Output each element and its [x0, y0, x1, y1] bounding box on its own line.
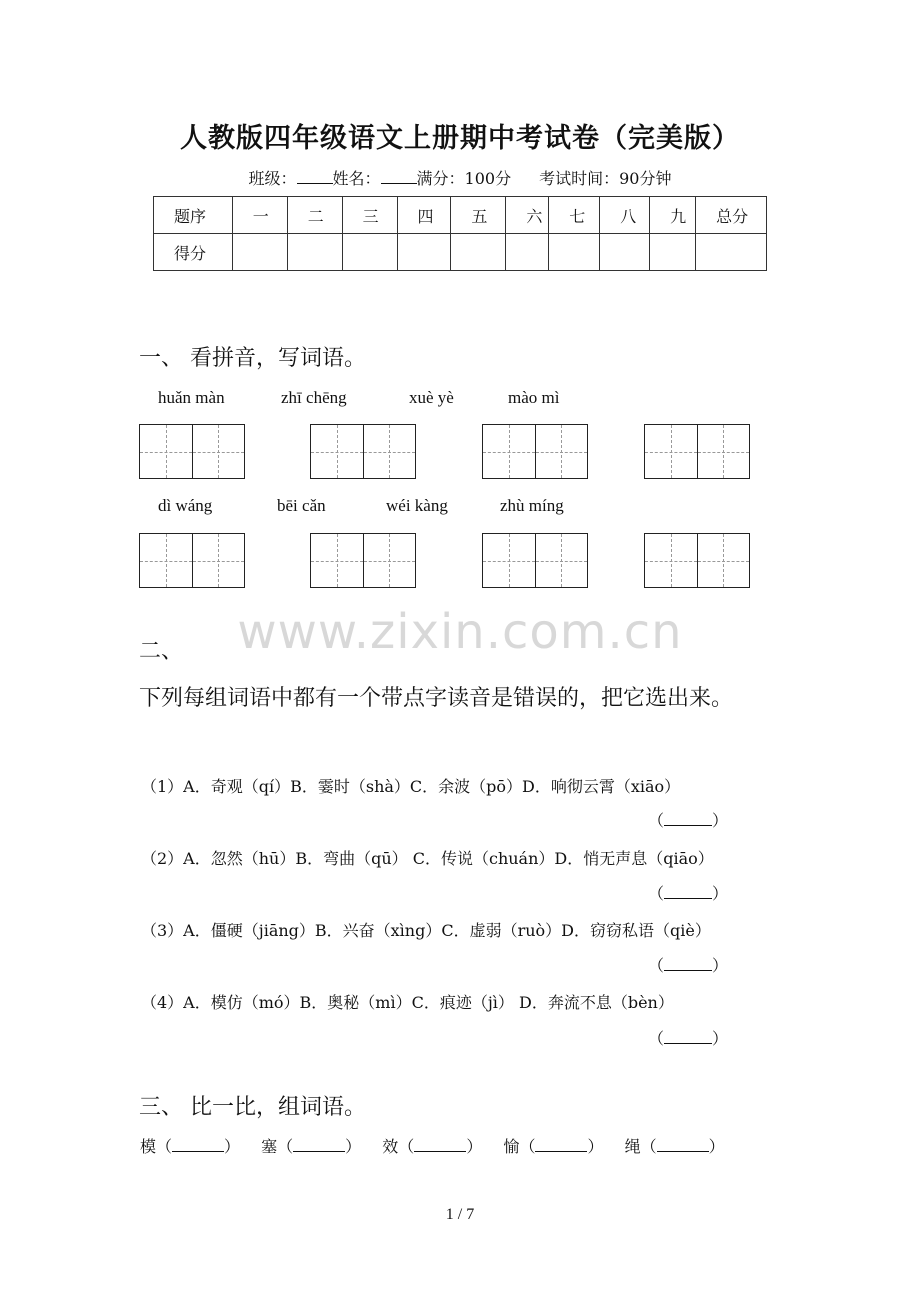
score-cell[interactable]	[342, 234, 397, 271]
score-header-cell: 四	[397, 197, 451, 234]
class-blank[interactable]	[297, 169, 333, 184]
score-cell[interactable]	[287, 234, 342, 271]
question-option-line: （2）A．忽然（hū）B．弯曲（qū） C．传说（chuán）D．悄无声息（qiāo）	[141, 849, 714, 868]
score-cell[interactable]	[232, 234, 287, 271]
writing-grid[interactable]	[139, 533, 245, 588]
score-cell[interactable]	[549, 234, 600, 271]
word-group-item[interactable]: 塞（ ）	[261, 1137, 362, 1156]
name-label: 姓名：	[332, 169, 381, 188]
exam-info	[0, 166, 920, 189]
score-cell[interactable]	[696, 234, 767, 271]
score-header-cell: 九	[650, 197, 696, 234]
class-label: 班级：	[248, 169, 297, 188]
pinyin-label: wéi kàng	[386, 496, 448, 515]
writing-grid[interactable]	[310, 533, 416, 588]
question-option-line: （3）A．僵硬（jiāng）B．兴奋（xìng）C．虚弱（ruò）D．窃窃私语（qiè）	[141, 921, 711, 940]
writing-grid[interactable]	[310, 424, 416, 479]
score-header-cell: 八	[600, 197, 650, 234]
watermark: www.zixin.com.cn	[237, 604, 683, 660]
writing-grid[interactable]	[644, 533, 750, 588]
question-option-line: （1）A．奇观（qí）B．霎时（shà）C．余波（pō）D．响彻云霄（xiāo）	[141, 777, 681, 796]
score-header-cell: 五	[451, 197, 506, 234]
score-header-cell: 一	[232, 197, 287, 234]
score-header-cell: 题序	[154, 197, 233, 234]
word-group-item[interactable]: 模（ ）	[140, 1137, 241, 1156]
pinyin-label: zhù míng	[500, 496, 564, 515]
score-cell[interactable]	[451, 234, 506, 271]
word-group-item[interactable]: 效（ ）	[382, 1137, 483, 1156]
score-table-score-row	[154, 234, 767, 271]
writing-grid[interactable]	[482, 533, 588, 588]
score-table-header-row	[154, 197, 767, 234]
section2-instruction: 下列每组词语中都有一个带点字读音是错误的，把它选出来。	[139, 686, 734, 711]
answer-blank[interactable]: （ ）	[648, 811, 729, 830]
exam-time: 考试时间：90分钟	[539, 169, 672, 188]
pinyin-label: bēi cǎn	[277, 496, 326, 515]
answer-blank[interactable]: （ ）	[648, 956, 729, 975]
answer-blank[interactable]: （ ）	[648, 1029, 729, 1048]
pinyin-label: zhī chēng	[281, 388, 347, 407]
writing-grid[interactable]	[644, 424, 750, 479]
section1-heading: 一、 看拼音，写词语。	[139, 346, 366, 371]
section2-heading: 二、	[139, 639, 184, 664]
word-group-item[interactable]: 绳（ ）	[624, 1137, 725, 1156]
word-group-item[interactable]: 愉（ ）	[503, 1137, 604, 1156]
question-option-line: （4）A．模仿（mó）B．奥秘（mì）C．痕迹（jì） D．奔流不息（bèn）	[141, 993, 674, 1012]
page-title: 人教版四年级语文上册期中考试卷（完美版）	[180, 123, 740, 154]
pinyin-label: huǎn màn	[158, 388, 225, 407]
score-table	[153, 196, 767, 271]
score-header-cell: 三	[342, 197, 397, 234]
score-header-cell: 七	[549, 197, 600, 234]
score-cell[interactable]	[600, 234, 650, 271]
name-blank[interactable]	[381, 169, 417, 184]
score-header-cell: 六	[506, 197, 549, 234]
word-group-row	[140, 1134, 741, 1157]
writing-grid[interactable]	[482, 424, 588, 479]
score-cell[interactable]	[650, 234, 696, 271]
pinyin-label: mào mì	[508, 388, 560, 407]
answer-blank[interactable]: （ ）	[648, 884, 729, 903]
pinyin-label: dì wáng	[158, 496, 213, 515]
score-cell[interactable]	[397, 234, 451, 271]
section3-heading: 三、 比一比，组词语。	[139, 1095, 366, 1120]
score-row-label: 得分	[154, 234, 233, 271]
page-number: 1 / 7	[445, 1206, 475, 1223]
full-score: 满分：100分	[416, 169, 512, 188]
score-cell[interactable]	[506, 234, 549, 271]
writing-grid[interactable]	[139, 424, 245, 479]
score-header-cell: 二	[287, 197, 342, 234]
pinyin-label: xuè yè	[409, 388, 454, 407]
score-header-cell: 总分	[696, 197, 767, 234]
